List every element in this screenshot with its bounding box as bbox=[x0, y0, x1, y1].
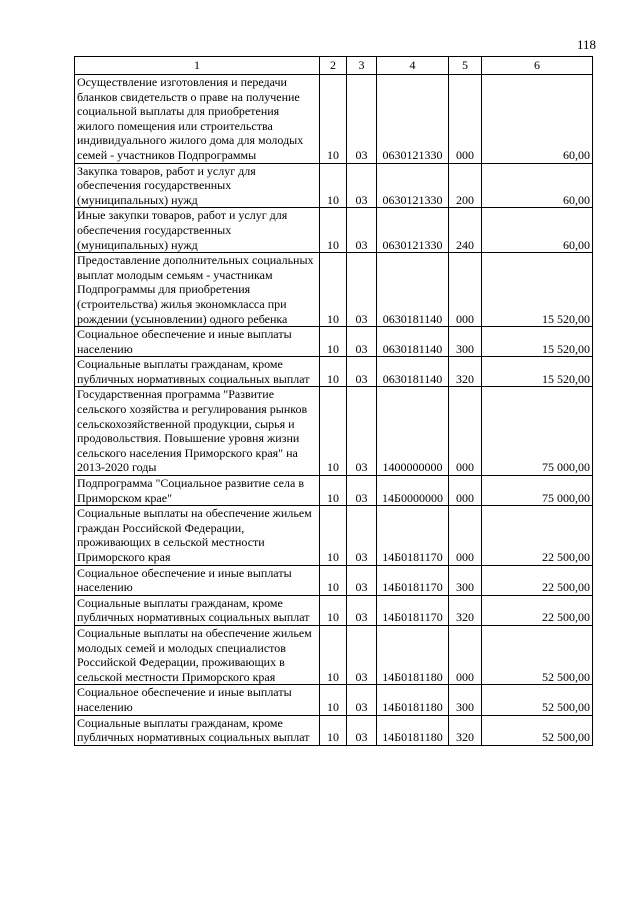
row-name-cell: Социальные выплаты гражданам, кроме публичных нормативных социальных выплат bbox=[75, 357, 320, 387]
row-name-cell: Социальное обеспечение и иные выплаты населению bbox=[75, 327, 320, 357]
table-row bbox=[75, 163, 593, 208]
row-expense-type-cell: 000 bbox=[449, 506, 482, 565]
row-expense-type-cell: 300 bbox=[449, 685, 482, 715]
row-section-cell: 10 bbox=[320, 253, 347, 327]
header-row bbox=[75, 57, 593, 75]
row-amount-cell: 15 520,00 bbox=[482, 327, 593, 357]
row-amount-cell: 52 500,00 bbox=[482, 685, 593, 715]
row-target-article-cell: 14Б0181180 bbox=[377, 685, 449, 715]
row-subsection-cell: 03 bbox=[347, 357, 377, 387]
row-subsection-cell: 03 bbox=[347, 253, 377, 327]
row-subsection-cell: 03 bbox=[347, 387, 377, 476]
row-name-cell: Иные закупки товаров, работ и услуг для обеспечения государственных (муниципальных) нужд bbox=[75, 208, 320, 253]
row-expense-type-cell: 300 bbox=[449, 327, 482, 357]
row-target-article-cell: 14Б0181170 bbox=[377, 565, 449, 595]
row-amount-cell: 60,00 bbox=[482, 208, 593, 253]
budget-table bbox=[74, 56, 593, 746]
row-name-cell: Осуществление изготовления и передачи бланков свидетельств о праве на получение социальной выплаты для приобретения жилого помещения или строительства индивидуального жилого дома для молодых семей - участников Подпрограммы bbox=[75, 75, 320, 164]
row-section-cell: 10 bbox=[320, 685, 347, 715]
row-expense-type-cell: 300 bbox=[449, 565, 482, 595]
row-subsection-cell: 03 bbox=[347, 506, 377, 565]
table-row bbox=[75, 715, 593, 745]
row-target-article-cell: 14Б0181180 bbox=[377, 625, 449, 684]
header-col-5: 5 bbox=[449, 57, 482, 75]
row-section-cell: 10 bbox=[320, 625, 347, 684]
table-row bbox=[75, 327, 593, 357]
table-row bbox=[75, 387, 593, 476]
row-expense-type-cell: 000 bbox=[449, 253, 482, 327]
row-amount-cell: 22 500,00 bbox=[482, 506, 593, 565]
row-subsection-cell: 03 bbox=[347, 565, 377, 595]
row-target-article-cell: 0630181140 bbox=[377, 253, 449, 327]
row-subsection-cell: 03 bbox=[347, 208, 377, 253]
table-row bbox=[75, 685, 593, 715]
row-section-cell: 10 bbox=[320, 163, 347, 208]
header-col-3: 3 bbox=[347, 57, 377, 75]
row-expense-type-cell: 320 bbox=[449, 715, 482, 745]
row-name-cell: Государственная программа "Развитие сельского хозяйства и регулирования рынков сельскохозяйственной продукции, сырья и продовольствия. Повышение уровня жизни сельского населения Приморского края" на 2013-2020 годы bbox=[75, 387, 320, 476]
row-name-cell: Социальные выплаты гражданам, кроме публичных нормативных социальных выплат bbox=[75, 715, 320, 745]
row-name-cell: Социальное обеспечение и иные выплаты населению bbox=[75, 685, 320, 715]
row-expense-type-cell: 000 bbox=[449, 387, 482, 476]
table-row bbox=[75, 595, 593, 625]
row-subsection-cell: 03 bbox=[347, 476, 377, 506]
row-amount-cell: 75 000,00 bbox=[482, 387, 593, 476]
row-section-cell: 10 bbox=[320, 387, 347, 476]
row-subsection-cell: 03 bbox=[347, 75, 377, 164]
row-expense-type-cell: 000 bbox=[449, 625, 482, 684]
row-subsection-cell: 03 bbox=[347, 163, 377, 208]
row-name-cell: Предоставление дополнительных социальных выплат молодым семьям - участникам Подпрограммы для приобретения (строительства) жилья экономкласса при рождении (усыновлении) одного ребенка bbox=[75, 253, 320, 327]
row-expense-type-cell: 240 bbox=[449, 208, 482, 253]
row-target-article-cell: 0630121330 bbox=[377, 208, 449, 253]
row-section-cell: 10 bbox=[320, 327, 347, 357]
row-section-cell: 10 bbox=[320, 75, 347, 164]
row-target-article-cell: 1400000000 bbox=[377, 387, 449, 476]
table-row bbox=[75, 253, 593, 327]
row-name-cell: Подпрограмма "Социальное развитие села в Приморском крае" bbox=[75, 476, 320, 506]
row-section-cell: 10 bbox=[320, 357, 347, 387]
row-subsection-cell: 03 bbox=[347, 595, 377, 625]
row-expense-type-cell: 000 bbox=[449, 476, 482, 506]
row-subsection-cell: 03 bbox=[347, 327, 377, 357]
row-section-cell: 10 bbox=[320, 476, 347, 506]
row-amount-cell: 60,00 bbox=[482, 163, 593, 208]
table-row bbox=[75, 357, 593, 387]
row-target-article-cell: 14Б0181170 bbox=[377, 595, 449, 625]
row-amount-cell: 52 500,00 bbox=[482, 625, 593, 684]
row-target-article-cell: 14Б0000000 bbox=[377, 476, 449, 506]
row-amount-cell: 60,00 bbox=[482, 75, 593, 164]
row-subsection-cell: 03 bbox=[347, 685, 377, 715]
table-row bbox=[75, 75, 593, 164]
table-row bbox=[75, 476, 593, 506]
row-amount-cell: 22 500,00 bbox=[482, 595, 593, 625]
row-subsection-cell: 03 bbox=[347, 625, 377, 684]
row-section-cell: 10 bbox=[320, 506, 347, 565]
row-expense-type-cell: 320 bbox=[449, 595, 482, 625]
page-number: 118 bbox=[576, 37, 596, 52]
row-amount-cell: 22 500,00 bbox=[482, 565, 593, 595]
row-name-cell: Социальные выплаты гражданам, кроме публичных нормативных социальных выплат bbox=[75, 595, 320, 625]
row-expense-type-cell: 200 bbox=[449, 163, 482, 208]
row-section-cell: 10 bbox=[320, 565, 347, 595]
row-expense-type-cell: 000 bbox=[449, 75, 482, 164]
row-section-cell: 10 bbox=[320, 208, 347, 253]
table-body bbox=[75, 75, 593, 746]
table-row bbox=[75, 625, 593, 684]
row-section-cell: 10 bbox=[320, 595, 347, 625]
table-row bbox=[75, 565, 593, 595]
row-target-article-cell: 0630121330 bbox=[377, 75, 449, 164]
table-row bbox=[75, 506, 593, 565]
row-target-article-cell: 0630121330 bbox=[377, 163, 449, 208]
row-target-article-cell: 14Б0181180 bbox=[377, 715, 449, 745]
row-name-cell: Социальное обеспечение и иные выплаты населению bbox=[75, 565, 320, 595]
row-amount-cell: 52 500,00 bbox=[482, 715, 593, 745]
row-name-cell: Социальные выплаты на обеспечение жильем граждан Российской Федерации, проживающих в сельской местности Приморского края bbox=[75, 506, 320, 565]
header-col-4: 4 bbox=[377, 57, 449, 75]
row-expense-type-cell: 320 bbox=[449, 357, 482, 387]
header-col-1: 1 bbox=[75, 57, 320, 75]
row-name-cell: Закупка товаров, работ и услуг для обеспечения государственных (муниципальных) нужд bbox=[75, 163, 320, 208]
row-amount-cell: 15 520,00 bbox=[482, 357, 593, 387]
row-amount-cell: 75 000,00 bbox=[482, 476, 593, 506]
row-target-article-cell: 0630181140 bbox=[377, 327, 449, 357]
row-target-article-cell: 14Б0181170 bbox=[377, 506, 449, 565]
table-row bbox=[75, 208, 593, 253]
row-name-cell: Социальные выплаты на обеспечение жильем молодых семей и молодых специалистов Российской Федерации, проживающих в сельской местности Приморского края bbox=[75, 625, 320, 684]
header-col-2: 2 bbox=[320, 57, 347, 75]
row-section-cell: 10 bbox=[320, 715, 347, 745]
row-target-article-cell: 0630181140 bbox=[377, 357, 449, 387]
header-col-6: 6 bbox=[482, 57, 593, 75]
row-amount-cell: 15 520,00 bbox=[482, 253, 593, 327]
table-header bbox=[75, 57, 593, 75]
row-subsection-cell: 03 bbox=[347, 715, 377, 745]
